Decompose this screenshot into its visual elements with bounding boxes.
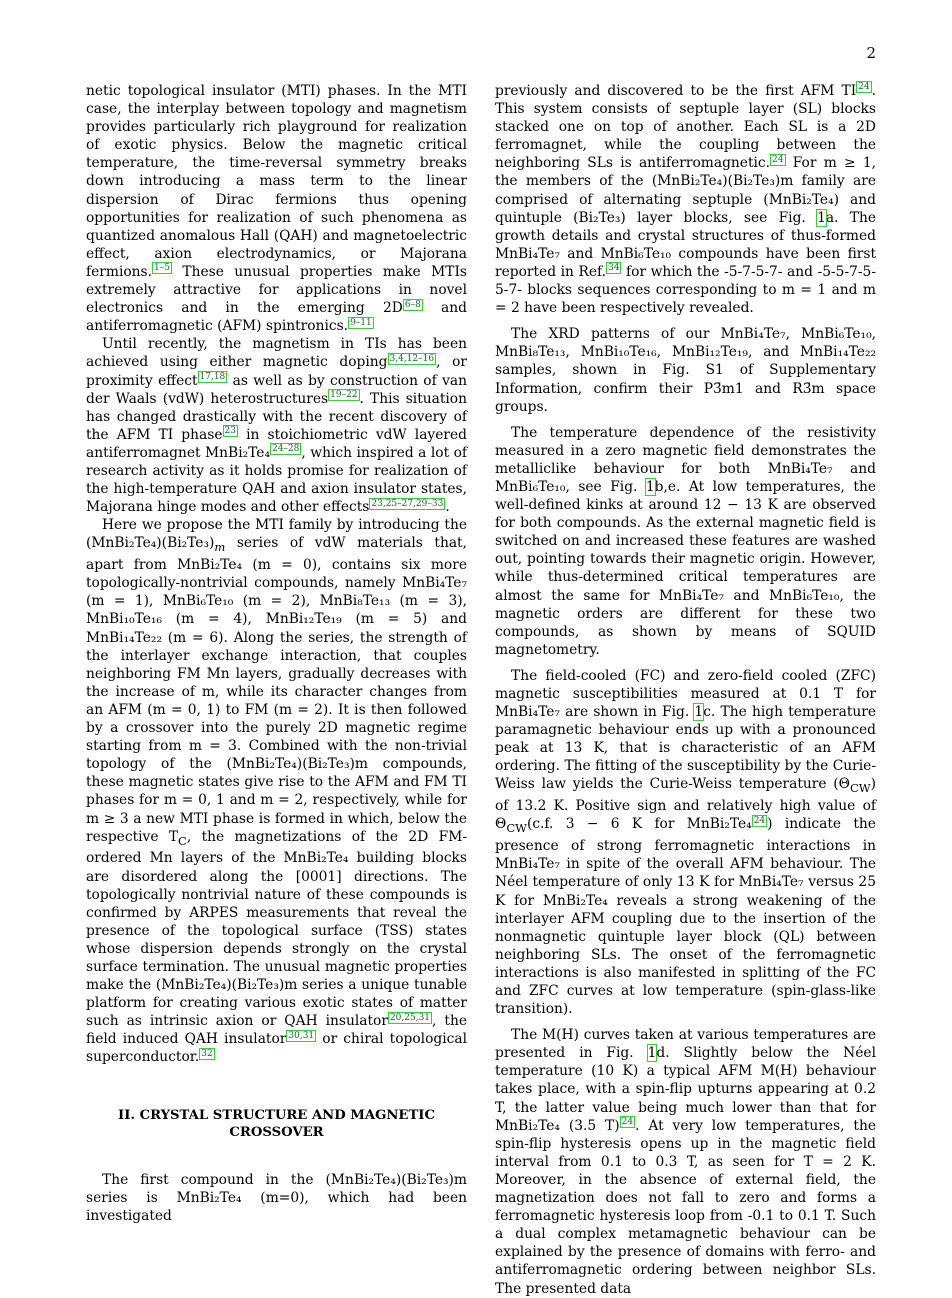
citation-link[interactable]: 24 bbox=[858, 82, 870, 93]
text: Until recently, the magnetism in TIs has been achieved using either magnetic doping bbox=[86, 336, 467, 371]
text: , which inspired a lot of research activity as it holds promise for realization of the high-temperature QAH and axion insulator states, Majorana hinge modes and other effects bbox=[86, 444, 467, 516]
citation-link[interactable]: 23 bbox=[224, 426, 236, 437]
citation-link[interactable]: 32 bbox=[201, 1048, 213, 1059]
text: for which the -5-7-5-7- and -5-5-7-5-5-7- blocks sequences corresponding to m = 1 and m = 2 have been respectively revealed. bbox=[495, 263, 876, 317]
text: ) indicate the presence of strong ferromagnetic interactions in MnBi₄Te₇ in spite of the overall AFM behaviour. The Néel temperature of only 13 K for MnBi₄Te₇ versus 25 K for MnBi₂Te₄ reveals a strong weakening of the interlayer AFM coupling due to the insertion of the nonmagnetic quintuple layer block (QL) between neighboring SLs. The onset of the ferromagnetic interactions is also manifested in splitting of the FC and ZFC curves at low temperature (spin-glass-like transition). bbox=[495, 816, 876, 1018]
text: b,e. At low temperatures, the well-defined kinks at around 12 − 13 K are observed for both compounds. As the external magnetic field is switched on and increased these features are washed out, pointing towards their magnetic origin. However, while thus-determined critical temperatures are almost the same for MnBi₄Te₇ and MnBi₆Te₁₀, the magnetic orders are different for these two compounds, as shown by means of SQUID magnetometry. bbox=[495, 478, 877, 658]
citation-link[interactable]: 20,25,31 bbox=[389, 1012, 431, 1023]
page-number: 2 bbox=[866, 44, 876, 62]
right-column bbox=[495, 82, 876, 1298]
text: or chiral topological superconductor. bbox=[86, 1031, 467, 1066]
figure-link[interactable]: 1 bbox=[694, 704, 704, 721]
text: (c.f. 3 − 6 K for MnBi₂Te₄ bbox=[526, 816, 752, 833]
text: series of vdW materials that, apart from MnBi₂Te₄ (m = 0), contains six more topologically-nontrivial compounds, namely MnBi₄Te₇ (m = 1), MnBi₆Te₁₀ (m = 2), MnBi₈Te₁₃ (m = 3), MnBi₁₀Te₁₆ (m = 4), MnBi₁₂Te₁₉ (m = 5) and MnBi₁₄Te₂₂ (m = 6). Along the series, the strength of the interlayer exchange interaction, that couples neighboring FM Mn layers, gradually decreases with the increase of m, while its character changes from an AFM (m = 0, 1) to FM (m = 2). It is then followed by a crossover into the purely 2D magnetic regime starting from m = 3. Combined with the non-trivial topology of the (MnBi₂Te₄)(Bi₂Te₃)m compounds, these magnetic states give rise to the AFM and FM TI phases for m = 0, 1 and m = 2, respectively, while for m ≥ 3 a new MTI phase is formed in which, below the respective T bbox=[86, 535, 467, 845]
paragraph bbox=[495, 424, 876, 659]
subscript: CW bbox=[506, 821, 527, 836]
left-column bbox=[86, 82, 467, 1225]
citation-link[interactable]: 23,25–27,29–33 bbox=[371, 498, 444, 509]
text: in stoichiometric vdW layered antiferromagnet MnBi₂Te₄ bbox=[86, 426, 467, 461]
text: . This system consists of septuple layer (SL) blocks stacked one on top of another. Each SL is a 2D ferromagnet, while the coupling between the neighboring SLs is antiferromagnetic. bbox=[495, 83, 876, 172]
text: . bbox=[445, 499, 450, 516]
paragraph bbox=[86, 82, 467, 335]
text: netic topological insulator (MTI) phases. In the MTI case, the interplay between topology and magnetism provides particularly rich playground for realization of exotic physics. Below the magnetic critical temperature, the time-reversal symmetry breaks down introducing a mass term to the linear dispersion of Dirac fermions thus opening opportunities for realization of such phenomena as quantized anomalous Hall (QAH) and magnetoelectric effect, axion electrodynamics, or Majorana fermions. bbox=[86, 83, 467, 280]
citation-link[interactable]: 24 bbox=[621, 1117, 634, 1128]
citation-link[interactable]: 1–5 bbox=[154, 263, 170, 274]
subscript: C bbox=[178, 833, 187, 848]
text: For m ≥ 1, the members of the (MnBi₂Te₄)(Bi₂Te₃)m family are comprised of alternating septuple (MnBi₂Te₄) and quintuple (Bi₂Te₃) layer blocks, see Fig. bbox=[495, 155, 876, 226]
figure-link[interactable]: 1 bbox=[645, 478, 655, 495]
paragraph bbox=[495, 82, 876, 317]
text: , the field induced QAH insulator bbox=[86, 1013, 468, 1048]
subscript: CW bbox=[849, 781, 871, 796]
citation-link[interactable]: 30,31 bbox=[288, 1030, 315, 1041]
text: . At very low temperatures, the spin-flip hysteresis opens up in the magnetic field interval from 0.1 to 0.3 T, as seen for T = 2 K. Moreover, in the absence of external field, the magnetization does not fall to zero and forms a ferromagnetic hysteresis loop from -0.1 to 0.1 T. Such a dual complex metamagnetic behaviour can be explained by the presence of domains with ferro- and antiferromagnetic ordering between neighbor SLs. The presented data bbox=[495, 1117, 876, 1297]
text: d. Slightly below the Néel temperature (10 K) a typical AFM M(H) behaviour takes place, with a spin-flip upturns appearing at 0.2 T, the latter value being much lower than that for MnBi₂Te₄ (3.5 T) bbox=[495, 1045, 876, 1134]
text: , the magnetizations of the 2D FM-ordered Mn layers of the MnBi₂Te₄ building blocks are disordered along the [0001] directions. The topologically nontrivial nature of these compounds is confirmed by ARPES measurements that reveal the presence of the topological surface (TSS) states whose dispersion depends strongly on the crystal surface termination. The unusual magnetic properties make the (MnBi₂Te₄)(Bi₂Te₃)m series a unique tunable platform for creating various exotic states of matter such as intrinsic axion or QAH insulator bbox=[86, 828, 467, 1030]
text: . This situation has changed drastically with the recent discovery of the AFM TI phase bbox=[86, 390, 467, 443]
text: These unusual properties make MTIs extremely attractive for applications in novel electronics and in the emerging 2D bbox=[86, 263, 467, 317]
text: and antiferromagnetic (AFM) spintronics. bbox=[86, 300, 467, 335]
citation-link[interactable]: 34 bbox=[608, 263, 620, 274]
text: a. The growth details and crystal structures of thus-formed MnBi₄Te₇ and MnBi₆Te₁₀ compounds have been first reported in Ref. bbox=[495, 209, 876, 280]
text: as well as by construction of van der Waals (vdW) heterostructures bbox=[86, 372, 467, 407]
citation-link[interactable]: 6–8 bbox=[404, 299, 421, 310]
citation-link[interactable]: 17,18 bbox=[199, 371, 226, 382]
paragraph bbox=[86, 335, 467, 516]
text: The field-cooled (FC) and zero-field cooled (ZFC) magnetic susceptibilities measured at 0.1 T for MnBi₄Te₇ are shown in Fig. bbox=[495, 667, 876, 721]
paragraph bbox=[495, 667, 876, 1018]
paragraph: The XRD patterns of our MnBi₄Te₇, MnBi₆Te₁₀, MnBi₈Te₁₃, MnBi₁₀Te₁₆, MnBi₁₂Te₁₉, and MnBi₁₄Te₂₂ samples, shown in Fig. S1 of Supplementary Information, confirm their P3̄m1 and R3̄m space groups. bbox=[495, 326, 876, 415]
text: The temperature dependence of the resistivity measured in a zero magnetic field demonstrates the metalliclike behaviour for both MnBi₄Te₇ and MnBi₆Te₁₀, see Fig. bbox=[495, 424, 876, 495]
text: c. The high temperature paramagnetic behaviour ends up with a pronounced peak at 13 K, that is characteristic of an AFM ordering. The fitting of the susceptibility by the Curie-Weiss law yields the Curie-Weiss temperature (Θ bbox=[495, 704, 877, 793]
paragraph bbox=[495, 1026, 876, 1297]
subscript: m bbox=[214, 540, 226, 555]
paragraph bbox=[86, 516, 467, 1066]
text: The M(H) curves taken at various temperatures are presented in Fig. bbox=[495, 1027, 876, 1062]
citation-link[interactable]: 3,4,12–16 bbox=[389, 353, 435, 364]
section-heading: II. CRYSTAL STRUCTURE AND MAGNETIC CROSSOVER bbox=[118, 1107, 435, 1140]
citation-link[interactable]: 24 bbox=[772, 154, 784, 165]
paragraph: The first compound in the (MnBi₂Te₄)(Bi₂Te₃)m series is MnBi₂Te₄ (m=0), which had been investigated bbox=[86, 1171, 467, 1224]
citation-link[interactable]: 24 bbox=[753, 815, 766, 826]
text: , or proximity effect bbox=[86, 354, 467, 389]
citation-link[interactable]: 19–22 bbox=[330, 390, 358, 400]
text: ) of 13.2 K. Positive sign and relatively high value of Θ bbox=[495, 776, 876, 833]
text: Here we propose the MTI family by introducing the (MnBi₂Te₄)(Bi₂Te₃) bbox=[86, 517, 467, 552]
text: previously and discovered to be the first AFM TI bbox=[495, 83, 857, 99]
citation-link[interactable]: 24–28 bbox=[271, 444, 300, 455]
figure-link[interactable]: 1 bbox=[647, 1045, 657, 1062]
citation-link[interactable]: 9–11 bbox=[350, 317, 372, 328]
figure-link[interactable]: 1 bbox=[817, 209, 826, 226]
